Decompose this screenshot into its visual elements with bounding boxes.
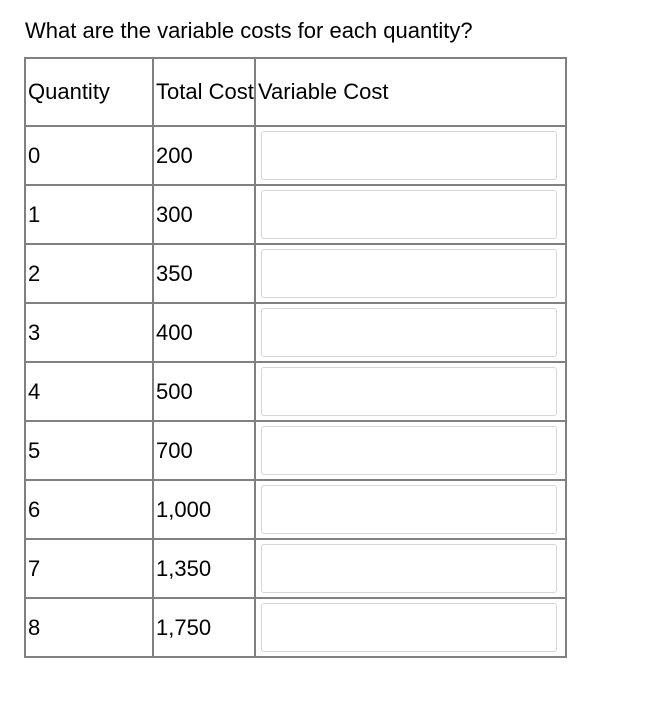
total-cost-cell: 200 (153, 126, 255, 185)
variable-cost-cell (255, 303, 566, 362)
variable-cost-input-0[interactable] (261, 131, 557, 180)
total-cost-cell: 700 (153, 421, 255, 480)
header-total-cost: Total Cost (153, 58, 255, 126)
table-row (25, 362, 566, 421)
total-cost-cell: 300 (153, 185, 255, 244)
total-cost-cell: 400 (153, 303, 255, 362)
variable-cost-cell (255, 244, 566, 303)
quantity-cell: 6 (25, 480, 153, 539)
variable-cost-cell (255, 421, 566, 480)
table-row (25, 539, 566, 598)
quantity-cell: 1 (25, 185, 153, 244)
total-cost-cell: 500 (153, 362, 255, 421)
quantity-cell: 4 (25, 362, 153, 421)
quantity-cell: 7 (25, 539, 153, 598)
question-text: What are the variable costs for each quantity? (25, 18, 473, 43)
header-variable-cost: Variable Cost (255, 58, 566, 126)
table-header-row (25, 58, 566, 126)
table-row (25, 244, 566, 303)
quantity-cell: 2 (25, 244, 153, 303)
table-row (25, 480, 566, 539)
variable-cost-input-6[interactable] (261, 485, 557, 534)
variable-cost-cell (255, 185, 566, 244)
total-cost-cell: 1,000 (153, 480, 255, 539)
variable-cost-cell (255, 126, 566, 185)
variable-cost-input-3[interactable] (261, 308, 557, 357)
quantity-cell: 0 (25, 126, 153, 185)
variable-cost-cell (255, 598, 566, 657)
quantity-cell: 3 (25, 303, 153, 362)
variable-cost-input-2[interactable] (261, 249, 557, 298)
quantity-cell: 5 (25, 421, 153, 480)
variable-cost-input-1[interactable] (261, 190, 557, 239)
variable-cost-input-4[interactable] (261, 367, 557, 416)
total-cost-cell: 1,350 (153, 539, 255, 598)
total-cost-cell: 1,750 (153, 598, 255, 657)
table-row (25, 303, 566, 362)
table-row (25, 126, 566, 185)
variable-cost-cell (255, 480, 566, 539)
total-cost-cell: 350 (153, 244, 255, 303)
cost-table (24, 57, 567, 658)
header-quantity: Quantity (25, 58, 153, 126)
variable-cost-cell (255, 539, 566, 598)
variable-cost-input-7[interactable] (261, 544, 557, 593)
variable-cost-cell (255, 362, 566, 421)
variable-cost-input-8[interactable] (261, 603, 557, 652)
variable-cost-input-5[interactable] (261, 426, 557, 475)
table-row (25, 598, 566, 657)
table-row (25, 421, 566, 480)
table-row (25, 185, 566, 244)
quantity-cell: 8 (25, 598, 153, 657)
